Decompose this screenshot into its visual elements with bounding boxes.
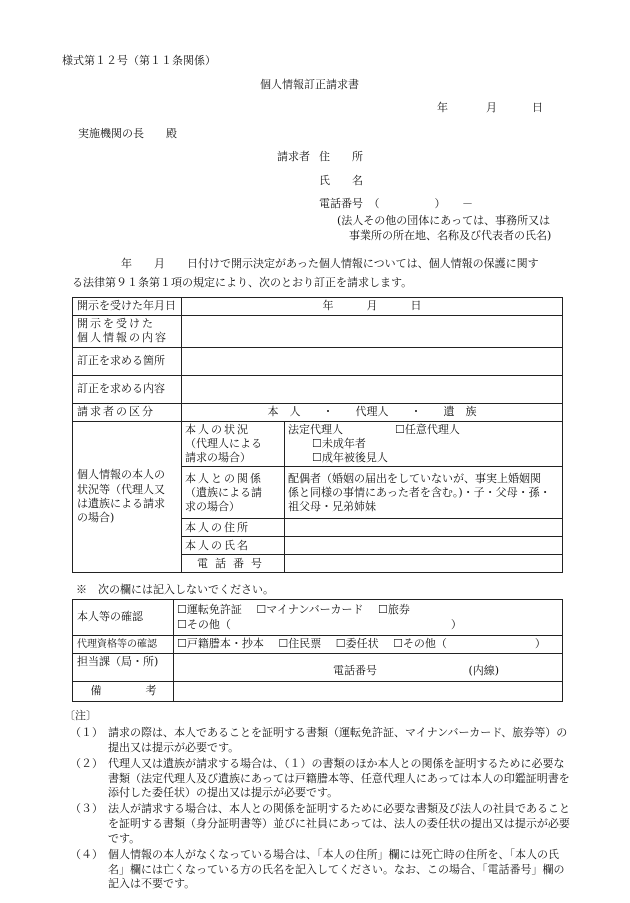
corp-note-1: (法人その他の団体にあっては、事務所又は	[337, 214, 551, 227]
principal-status-label: 個人情報の本人の 状況等（代理人又 は遺族による請求 の場合)	[73, 421, 182, 573]
correction-content-field[interactable]	[182, 375, 563, 403]
disclosed-content-label: 開示を受けた 個人情報の内容	[73, 316, 182, 348]
intro-line-1: 年 月 日付けで開示決定があった個人情報については、個人情報の保護に関す	[121, 257, 539, 270]
requester-label: 請求者	[277, 150, 310, 163]
relation-label: 本人との関係 （遺族による請 求の場合）	[182, 467, 285, 519]
note-item: （１） 請求の際は、本人であることを証明する書類（運転免許証、マイナンバーカード、旅券等）の提出又は提示が必要です。	[70, 726, 568, 754]
adult-ward-checkbox[interactable]: ☐成年被後見人	[312, 451, 388, 465]
remarks-field[interactable]	[174, 682, 563, 702]
principal-address-field[interactable]	[285, 519, 563, 537]
form-number: 様式第１２号（第１１条関係）	[62, 54, 216, 67]
note-item: （２） 代理人又は遺族が請求する場合は、（１）の書類のほか本人との関係を証明するために必要な書類（法定代理人及び遺族にあっては戸籍謄本等、任意代理人にあっては本人の印鑑証明書を添付した委任状）の提出又は提示が必要です。	[70, 756, 570, 800]
date-month: 月	[486, 101, 497, 114]
agent-options[interactable]: ☐戸籍謄本・抄本 ☐住民票 ☐委任状 ☐その他（ ）	[174, 636, 563, 654]
notes-list	[70, 726, 570, 893]
corp-note-2: 事業所の所在地、名称及び代表者の氏名)	[349, 229, 552, 242]
department-label: 担当課（局・所)	[73, 654, 174, 682]
phone-label: 電話番号 （ ） －	[319, 197, 473, 210]
extension: (内線)	[468, 663, 500, 677]
date-year: 年	[437, 101, 448, 114]
requester-category-label: 請求者の区分	[73, 403, 182, 421]
status-sub-label: 本人の状況 （代理人による 請求の場合）	[182, 421, 285, 467]
department-phone: 電話番号	[333, 663, 377, 677]
name-label: 氏 名	[319, 174, 363, 187]
relation-value[interactable]: 配偶者（婚姻の届出をしていないが、事実上婚姻関 係と同様の事情にあった者を含む。)・子・父母・孫・ 祖父母・兄弟姉妹	[285, 467, 563, 519]
minor-checkbox[interactable]: ☐未成年者	[312, 436, 366, 450]
principal-name-label: 本人の氏名	[182, 537, 285, 555]
status-options[interactable]: 法定代理人 ☐任意代理人 ☐未成年者 ☐成年被後見人	[285, 421, 563, 467]
page-title: 個人情報訂正請求書	[260, 78, 359, 91]
office-use-note: ※ 次の欄には記入しないでください。	[76, 583, 274, 596]
principal-address-label: 本人の住所	[182, 519, 285, 537]
addressee: 実施機関の長 殿	[78, 127, 177, 140]
department-field[interactable]	[174, 654, 563, 682]
identity-check-label: 本人等の確認	[73, 600, 174, 636]
identity-options[interactable]: ☐運転免許証 ☐マイナンバーカード ☐旅券 ☐その他（ ）	[174, 600, 563, 636]
office-table	[72, 599, 563, 702]
notes-header: 〔注〕	[64, 709, 97, 722]
requester-category-options[interactable]: 本 人 ・ 代理人 ・ 遺 族	[182, 403, 563, 421]
date-day: 日	[532, 101, 543, 114]
intro-line-2: る法律第９１条第１項の規定により、次のとおり訂正を請求します。	[72, 276, 413, 289]
phone-row-label: 電話番号	[182, 555, 285, 573]
voluntary-agent-checkbox[interactable]: ☐任意代理人	[395, 422, 460, 436]
disclosure-date-value[interactable]: 年 月 日	[182, 298, 563, 316]
note-item: （３） 法人が請求する場合は、本人との関係を証明するために必要な書類及び法人の社員であることを証明する書類（身分証明書等）並びに社員にあっては、法人の委任状の提出又は提示が必要です。	[70, 802, 570, 845]
request-table	[72, 297, 563, 573]
agent-check-label: 代理資格等の確認	[73, 636, 174, 654]
note-item: （４） 個人情報の本人がなくなっている場合は、「本人の住所」欄には死亡時の住所を、「本人の氏名」欄には亡くなっている方の氏名を記入してください。なお、この場合、「電話番号」欄の記入は不要です。	[70, 847, 565, 891]
remarks-label: 備 考	[73, 682, 174, 702]
correction-location-label: 訂正を求める箇所	[73, 347, 182, 375]
correction-content-label: 訂正を求める内容	[73, 375, 182, 403]
phone-row-field[interactable]	[285, 555, 563, 573]
correction-location-field[interactable]	[182, 347, 563, 375]
address-label: 住 所	[319, 150, 363, 163]
disclosed-content-field[interactable]	[182, 316, 563, 348]
disclosure-date-label: 開示を受けた年月日	[73, 298, 182, 316]
principal-name-field[interactable]	[285, 537, 563, 555]
